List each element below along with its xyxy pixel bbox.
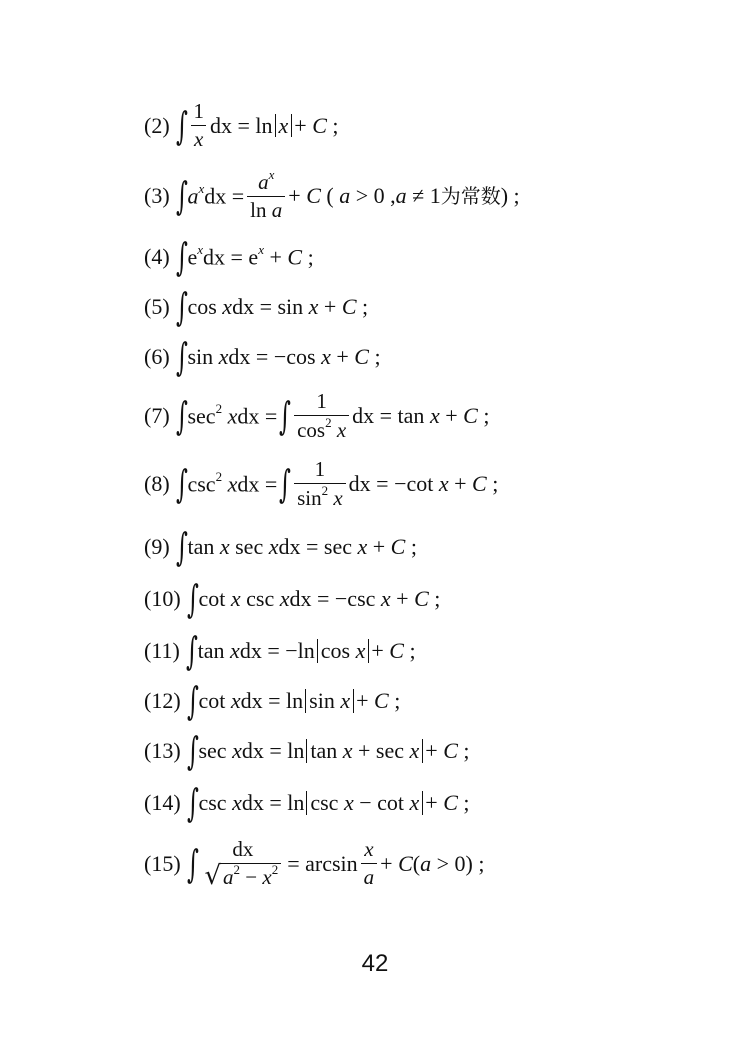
integral-sign: ∫	[175, 394, 188, 439]
constant-note: 为常数	[440, 184, 501, 209]
formula-number: (9)	[144, 534, 170, 559]
formula-number: (14)	[144, 790, 181, 815]
integral-sign: ∫	[279, 394, 292, 439]
formula-number: (8)	[144, 471, 170, 497]
formula-4: (4) ∫ $e^xdx = e^x + C$ ;	[144, 235, 314, 279]
formula-9: (9) ∫ tan x sec xdx = sec x + C ;	[144, 525, 417, 569]
fraction: dx √ $a^2 - x^2$	[201, 838, 284, 889]
square-root: √ $a^2 - x^2$	[204, 863, 281, 889]
integral-sign: ∫	[175, 285, 188, 329]
integral-sign: ∫	[175, 462, 188, 507]
formula-3: (3) ∫ $a^xdx$ = $\frac{a^x}{\text{ln a}}$ + C ( a > 0 ,a ≠ 1 为常数 ) ;	[144, 167, 520, 223]
formula-number: (2)	[144, 112, 170, 138]
formula-number: (15)	[144, 850, 181, 876]
fraction: $\frac{x}{a}$	[361, 838, 378, 889]
formula-number: (6)	[144, 344, 170, 369]
integral-sign: ∫	[175, 103, 188, 148]
fraction: $\frac{1}{\cos^2 x}$	[294, 390, 349, 442]
formula-12: (12) ∫ cot xdx = ln sin x + C ;	[144, 679, 401, 723]
page-number: 42	[361, 950, 389, 977]
fraction: $\frac{1}{x}$	[190, 100, 207, 151]
formula-2: (2) ∫ $\frac{1}{x}$ dx = ln x + C ;	[144, 99, 339, 152]
formula-7: (7) ∫ $\sec^2$ xdx = ∫ $\frac{1}{\cos^2 x}$ dx = tan x + C ;	[144, 389, 490, 443]
formula-11: (11) ∫ tan xdx = −ln cos x + C ;	[144, 629, 416, 673]
fraction: $\frac{a^x}{\text{ln a}}$	[247, 170, 285, 222]
formula-number: (5)	[144, 294, 170, 319]
integral-sign: ∫	[279, 462, 292, 507]
formula-number: (4)	[144, 244, 170, 269]
formula-number: (12)	[144, 688, 181, 713]
formula-10: (10) ∫ cot x csc xdx = −csc x + C ;	[144, 577, 441, 621]
formula-8: (8) ∫ $\csc^2$ xdx = ∫ $\frac{1}{\sin^2 x}$ dx = −cot x + C ;	[144, 457, 499, 511]
integral-sign: ∫	[186, 679, 199, 723]
formula-number: (7)	[144, 403, 170, 429]
integral-sign: ∫	[186, 781, 199, 825]
formula-14: (14) ∫ csc xdx = ln csc x − cot x + C ;	[144, 781, 470, 825]
integral-sign: ∫	[185, 629, 198, 673]
formula-6: (6) ∫ sin xdx = −cos x + C ;	[144, 335, 381, 379]
integral-sign: ∫	[186, 577, 199, 621]
formula-15: (15) ∫ dx √ $a^2 - x^2$ = arcsin $\frac{x}{a}$ + C(a > 0) ;	[144, 837, 485, 892]
fraction: $\frac{1}{\sin^2 x}$	[294, 458, 346, 510]
formula-number: (11)	[144, 638, 180, 663]
integral-sign: ∫	[175, 525, 188, 569]
formula-number: (10)	[144, 586, 181, 611]
formula-number: (13)	[144, 738, 181, 763]
formula-13: (13) ∫ sec xdx = ln tan x + sec x + C ;	[144, 729, 470, 773]
integral-sign: ∫	[186, 729, 199, 773]
formula-5: (5) ∫ cos xdx = sin x + C ;	[144, 285, 369, 329]
integral-sign: ∫	[186, 841, 199, 886]
formula-number: (3)	[144, 183, 170, 209]
integral-sign: ∫	[175, 174, 188, 219]
integral-sign: ∫	[175, 235, 188, 279]
integral-sign: ∫	[175, 335, 188, 379]
